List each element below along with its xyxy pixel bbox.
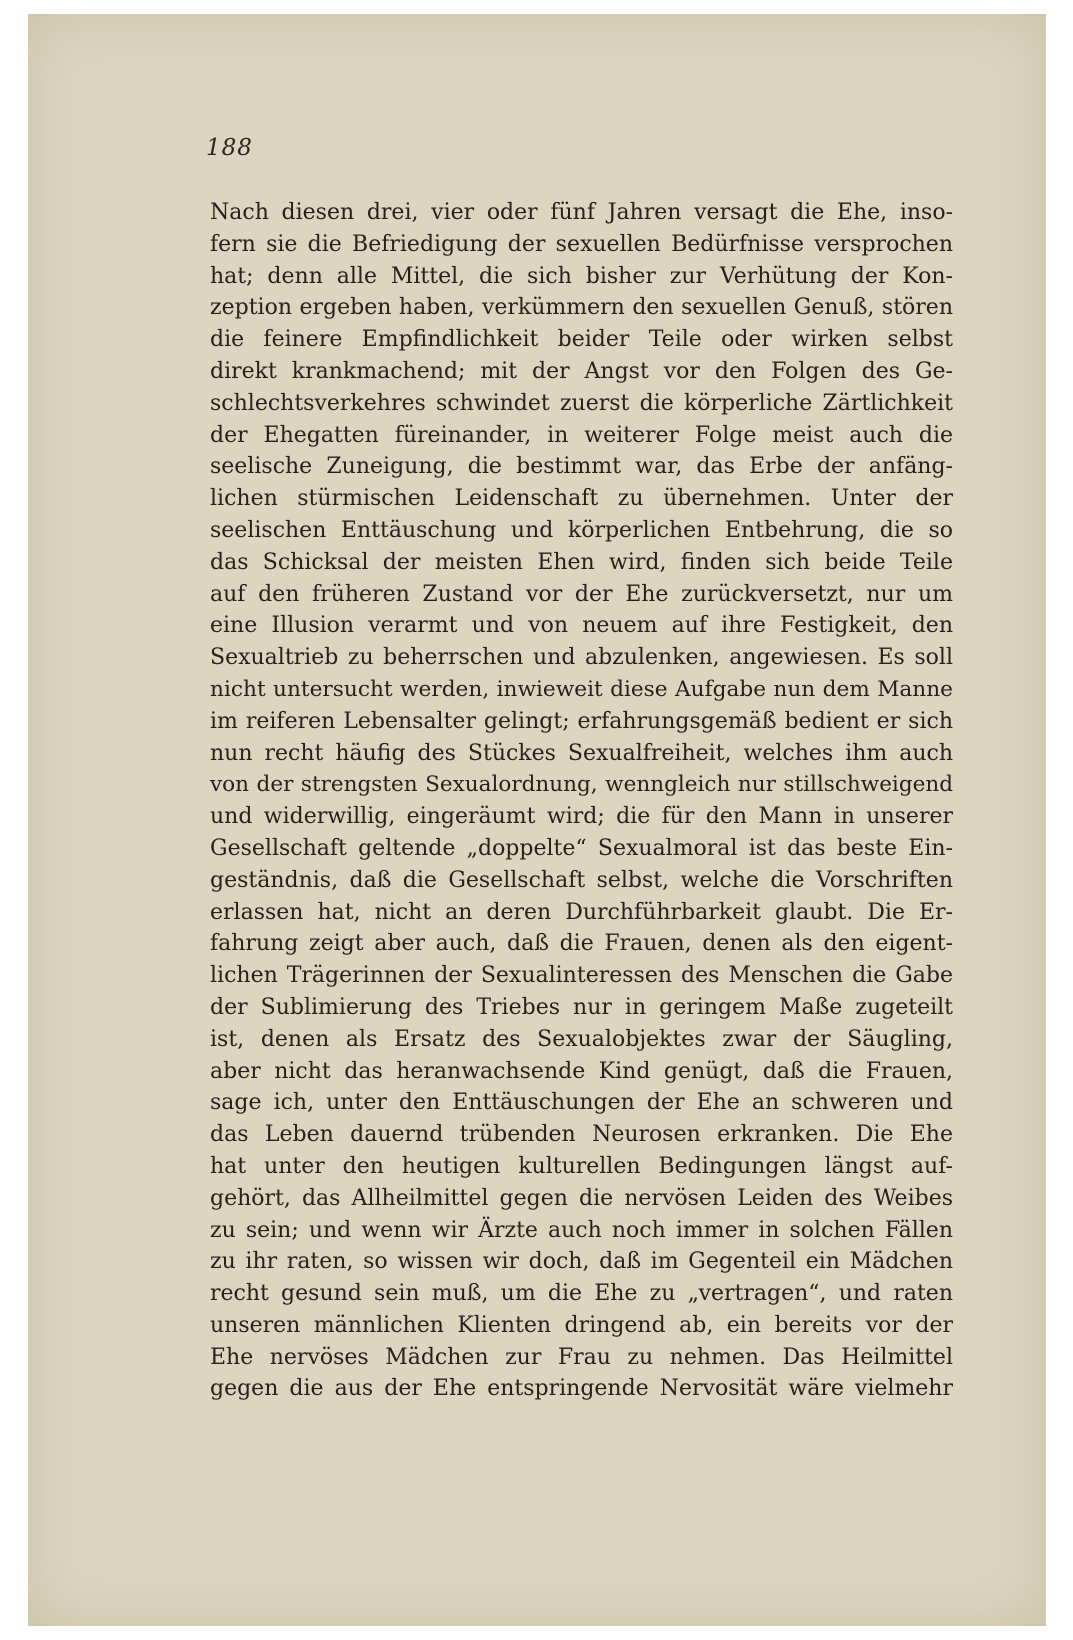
text-line: seelische Zuneigung, die bestimmt war, das Erbe der anfäng- <box>210 454 953 480</box>
text-line: die feinere Empfindlichkeit beider Teile oder wirken selbst <box>210 327 953 353</box>
text-line: eine Illusion verarmt und von neuem auf ihre Festigkeit, den <box>210 613 953 639</box>
text-line: im reiferen Lebensalter gelingt; erfahrungsgemäß bedient er sich <box>210 708 953 734</box>
text-line: seelischen Enttäuschung und körperlichen Entbehrung, die so <box>210 517 953 543</box>
text-line: lichen Trägerinnen der Sexualinteressen des Menschen die Gabe <box>210 963 953 989</box>
text-line: ist, denen als Ersatz des Sexualobjektes zwar der Säugling, <box>210 1026 953 1052</box>
text-line: erlassen hat, nicht an deren Durchführbarkeit glaubt. Die Er- <box>210 899 953 925</box>
text-line: fahrung zeigt aber auch, daß die Frauen, denen als den eigent- <box>210 931 953 957</box>
text-line: zu sein; und wenn wir Ärzte auch noch immer in solchen Fällen <box>210 1217 953 1243</box>
text-line: sage ich, unter den Enttäuschungen der Ehe an schweren und <box>210 1090 953 1116</box>
text-line: direkt krankmachend; mit der Angst vor den Folgen des Ge- <box>210 358 953 384</box>
text-line: fern sie die Befriedigung der sexuellen Bedürfnisse versprochen <box>210 231 953 257</box>
text-line: zu ihr raten, so wissen wir doch, daß im Gegenteil ein Mädchen <box>210 1249 953 1275</box>
text-line: und widerwillig, eingeräumt wird; die für den Mann in unserer <box>210 804 953 830</box>
text-line: lichen stürmischen Leidenschaft zu übernehmen. Unter der <box>210 486 953 512</box>
text-line: zeption ergeben haben, verkümmern den sexuellen Genuß, stören <box>210 295 953 321</box>
text-line: hat; denn alle Mittel, die sich bisher zur Verhütung der Kon- <box>210 263 953 289</box>
text-line: nun recht häufig des Stückes Sexualfreiheit, welches ihm auch <box>210 740 953 766</box>
text-line: Nach diesen drei, vier oder fünf Jahren versagt die Ehe, inso- <box>210 200 953 225</box>
text-line: nicht untersucht werden, inwieweit diese Aufgabe nun dem Manne <box>210 676 953 702</box>
text-line: der Ehegatten füreinander, in weiterer Folge meist auch die <box>210 422 953 448</box>
text-line: unseren männlichen Klienten dringend ab, ein bereits vor der <box>210 1312 953 1338</box>
page-number: 188 <box>206 135 253 161</box>
text-line: von der strengsten Sexualordnung, wenngleich nur stillschweigend <box>210 772 953 798</box>
text-line: das Leben dauernd trübenden Neurosen erkranken. Die Ehe <box>210 1122 953 1148</box>
text-line: schlechtsverkehres schwindet zuerst die körperliche Zärtlichkeit <box>210 390 953 416</box>
text-line: Sexualtrieb zu beherrschen und abzulenken, angewiesen. Es soll <box>210 645 953 671</box>
text-line: hat unter den heutigen kulturellen Bedingungen längst auf- <box>210 1153 953 1179</box>
text-line: Ehe nervöses Mädchen zur Frau zu nehmen. Das Heilmittel <box>210 1344 953 1370</box>
text-line: gehört, das Allheilmittel gegen die nervösen Leiden des Weibes <box>210 1185 953 1211</box>
text-line: Gesellschaft geltende „doppelte“ Sexualmoral ist das beste Ein- <box>210 835 953 861</box>
text-line: recht gesund sein muß, um die Ehe zu „vertragen“, und raten <box>210 1281 953 1307</box>
text-line: aber nicht das heranwachsende Kind genügt, daß die Frauen, <box>210 1058 953 1084</box>
text-line: geständnis, daß die Gesellschaft selbst, welche die Vorschriften <box>210 867 953 893</box>
body-paragraph <box>210 197 953 1405</box>
text-line: das Schicksal der meisten Ehen wird, finden sich beide Teile <box>210 549 953 575</box>
text-line: auf den früheren Zustand vor der Ehe zurückversetzt, nur um <box>210 581 953 607</box>
text-line: gegen die aus der Ehe entspringende Nervosität wäre vielmehr <box>210 1376 953 1402</box>
text-line: der Sublimierung des Triebes nur in geringem Maße zugeteilt <box>210 994 953 1020</box>
